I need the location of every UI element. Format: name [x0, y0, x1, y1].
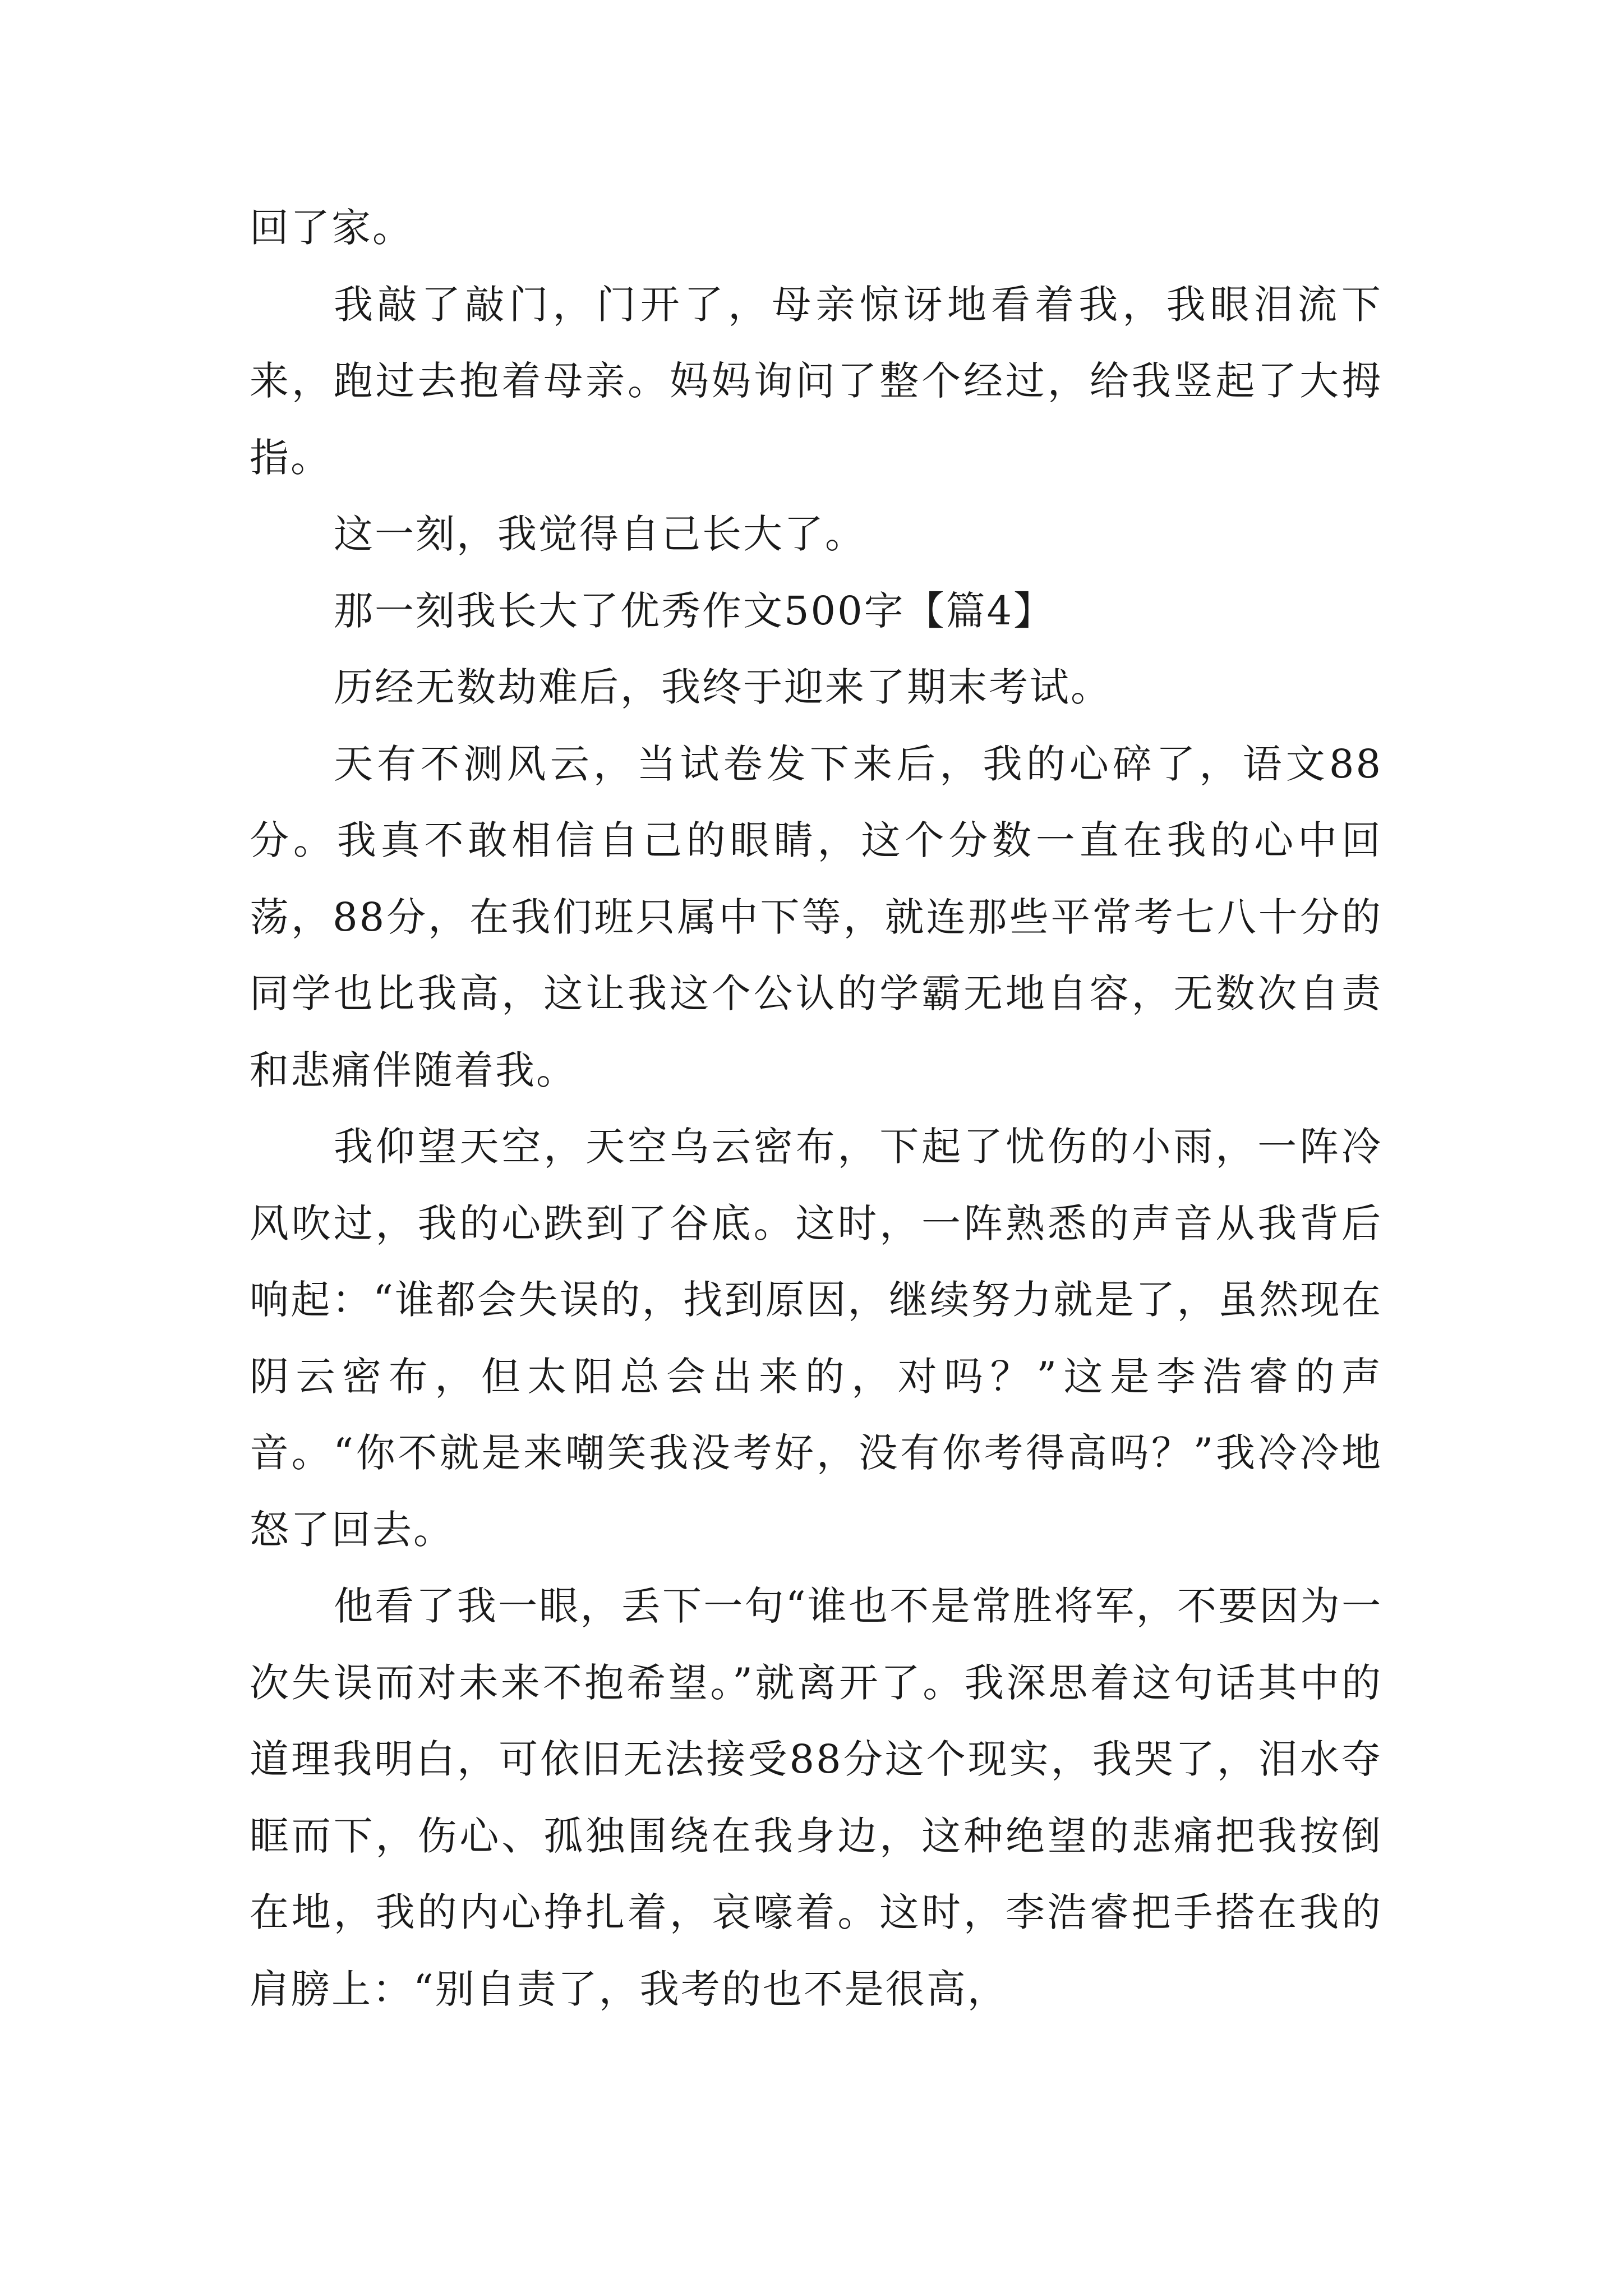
paragraph-2: 我敲了敲门，门开了，母亲惊讶地看着我，我眼泪流下来，跑过去抱着母亲。妈妈询问了整个经过，给我竖起了大拇指。	[250, 281, 1382, 481]
paragraph-1: 回了家。	[250, 205, 413, 251]
paragraph-6: 天有不测风云，当试卷发下来后，我的心碎了，语文88分。我真不敢相信自己的眼睛，这个分数一直在我的心中回荡，88分，在我们班只属中下等，就连那些平常考七八十分的同学也比我高，这让我这个公认的学霸无地自容，无数次自责和悲痛伴随着我。	[250, 740, 1382, 1093]
paragraph-5: 历经无数劫难后，我终于迎来了期末考试。	[334, 664, 1112, 710]
paragraph-8: 他看了我一眼，丢下一句“谁也不是常胜将军，不要因为一次失误而对未来不抱希望。”就离开了。我深思着这句话其中的道理我明白，可依旧无法接受88分这个现实，我哭了，泪水夺眶而下，伤心、孤独围绕在我身边，这种绝望的悲痛把我按倒在地，我的内心挣扎着，哀嚎着。这时，李浩睿把手搭在我的肩膀上：“别自责了，我考的也不是很高，	[250, 1583, 1382, 2012]
paragraph-3: 这一刻，我觉得自己长大了。	[334, 511, 866, 557]
paragraph-7: 我仰望天空，天空乌云密布，下起了忧伤的小雨，一阵冷风吹过，我的心跌到了谷底。这时，一阵熟悉的声音从我背后响起：“谁都会失误的，找到原因，继续努力就是了，虽然现在阴云密布，但太阳总会出来的，对吗？”这是李浩睿的声音。“你不就是来嘲笑我没考好，没有你考得高吗？”我冷冷地怒了回去。	[250, 1124, 1382, 1553]
essay-body	[250, 190, 1382, 2027]
section-heading: 那一刻我长大了优秀作文500字【篇4】	[334, 587, 1055, 634]
